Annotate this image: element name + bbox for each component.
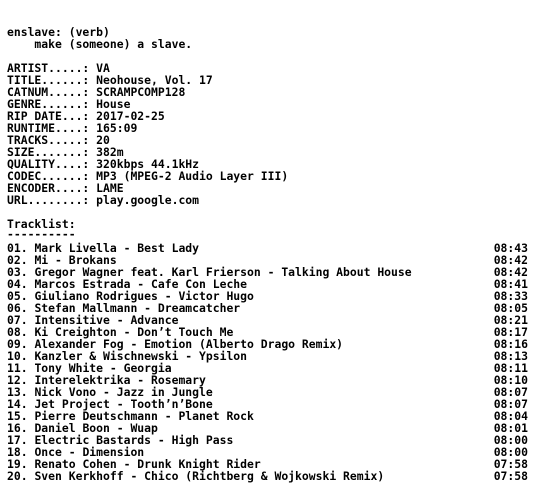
track-number: 15. xyxy=(7,409,35,423)
track-duration: 07:58 xyxy=(493,469,528,483)
info-key: ARTIST.....: xyxy=(7,61,97,75)
info-value: House xyxy=(96,97,131,111)
track-title: Kanzler & Wischnewski - Ypsilon xyxy=(34,349,248,363)
track-number: 18. xyxy=(7,445,35,459)
track-duration: 08:04 xyxy=(493,409,528,423)
info-value: 382m xyxy=(96,145,124,159)
track-duration: 08:43 xyxy=(493,241,528,255)
info-value: play.google.com xyxy=(96,193,200,207)
track-title: Pierre Deutschmann - Planet Rock xyxy=(34,409,254,423)
info-key: TRACKS.....: xyxy=(7,133,97,147)
track-number: 06. xyxy=(7,301,35,315)
info-value: 20 xyxy=(96,133,110,147)
track-duration: 08:42 xyxy=(493,253,528,267)
track-title: Interelektrika - Rosemary xyxy=(34,373,206,387)
tracklist-heading: Tracklist: xyxy=(7,217,76,231)
track-number: 14. xyxy=(7,397,35,411)
track-number: 01. xyxy=(7,241,35,255)
track-number: 09. xyxy=(7,337,35,351)
track-title: Marcos Estrada - Cafe Con Leche xyxy=(34,277,248,291)
track-number: 17. xyxy=(7,433,35,447)
track-title: Giuliano Rodrigues - Victor Hugo xyxy=(34,289,254,303)
track-number: 19. xyxy=(7,457,35,471)
track-duration: 08:11 xyxy=(493,361,528,375)
track-duration: 07:58 xyxy=(493,457,528,471)
definition-word: enslave: (verb) xyxy=(7,25,110,39)
track-title: Once - Dimension xyxy=(34,445,145,459)
track-title: Renato Cohen - Drunk Knight Rider xyxy=(34,457,261,471)
track-duration: 08:17 xyxy=(493,325,528,339)
track-duration: 08:13 xyxy=(493,349,528,363)
track-number: 03. xyxy=(7,265,35,279)
track-number: 20. xyxy=(7,469,35,483)
track-title: Intensitive - Advance xyxy=(34,313,179,327)
track-number: 04. xyxy=(7,277,35,291)
track-number: 12. xyxy=(7,373,35,387)
track-title: Ki Creighton - Don’t Touch Me xyxy=(34,325,234,339)
definition-text: make (someone) a slave. xyxy=(7,37,193,51)
info-key: TITLE......: xyxy=(7,73,97,87)
track-title: Mi - Brokans xyxy=(34,253,117,267)
info-value: LAME xyxy=(96,181,124,195)
track-number: 13. xyxy=(7,385,35,399)
track-number: 05. xyxy=(7,289,35,303)
track-number: 16. xyxy=(7,421,35,435)
track-duration: 08:33 xyxy=(493,289,528,303)
track-title: Gregor Wagner feat. Karl Frierson - Talking About House xyxy=(34,265,412,279)
track-title: Daniel Boon - Wuap xyxy=(34,421,158,435)
info-key: ENCODER....: xyxy=(7,181,97,195)
track-duration: 08:42 xyxy=(493,265,528,279)
track-title: Mark Livella - Best Lady xyxy=(34,241,200,255)
info-value: MP3 (MPEG-2 Audio Layer III) xyxy=(96,169,289,183)
info-value: VA xyxy=(96,61,110,75)
track-row xyxy=(7,470,528,482)
track-number: 08. xyxy=(7,325,35,339)
track-duration: 08:41 xyxy=(493,277,528,291)
track-number: 11. xyxy=(7,361,35,375)
info-key: CODEC......: xyxy=(7,169,97,183)
track-number: 07. xyxy=(7,313,35,327)
tracklist-rule: ---------- xyxy=(7,227,76,241)
track-number: 02. xyxy=(7,253,35,267)
track-title: Jet Project - Tooth’n’Bone xyxy=(34,397,213,411)
info-row xyxy=(7,194,199,206)
track-title: Sven Kerkhoff - Chico (Richtberg & Wojkowski Remix) xyxy=(34,469,385,483)
track-duration: 08:21 xyxy=(493,313,528,327)
track-title: Alexander Fog - Emotion (Alberto Drago Remix) xyxy=(34,337,344,351)
info-key: GENRE......: xyxy=(7,97,97,111)
info-value: SCRAMPCOMP128 xyxy=(96,85,186,99)
info-key: RIP DATE...: xyxy=(7,109,97,123)
info-key: RUNTIME....: xyxy=(7,121,97,135)
track-duration: 08:10 xyxy=(493,373,528,387)
track-duration: 08:00 xyxy=(493,445,528,459)
info-value: 165:09 xyxy=(96,121,138,135)
track-title: Electric Bastards - High Pass xyxy=(34,433,234,447)
track-duration: 08:00 xyxy=(493,433,528,447)
track-duration: 08:07 xyxy=(493,385,528,399)
track-duration: 08:16 xyxy=(493,337,528,351)
info-key: CATNUM.....: xyxy=(7,85,97,99)
info-value: 320kbps 44.1kHz xyxy=(96,157,200,171)
track-duration: 08:07 xyxy=(493,397,528,411)
track-title: Stefan Mallmann - Dreamcatcher xyxy=(34,301,241,315)
track-duration: 08:01 xyxy=(493,421,528,435)
track-duration: 08:05 xyxy=(493,301,528,315)
info-key: URL........: xyxy=(7,193,97,207)
track-title: Nick Vono - Jazz in Jungle xyxy=(34,385,213,399)
info-key: SIZE.......: xyxy=(7,145,97,159)
info-value: Neohouse, Vol. 17 xyxy=(96,73,213,87)
info-key: QUALITY....: xyxy=(7,157,97,171)
info-value: 2017-02-25 xyxy=(96,109,165,123)
track-title: Tony White - Georgia xyxy=(34,361,172,375)
track-number: 10. xyxy=(7,349,35,363)
